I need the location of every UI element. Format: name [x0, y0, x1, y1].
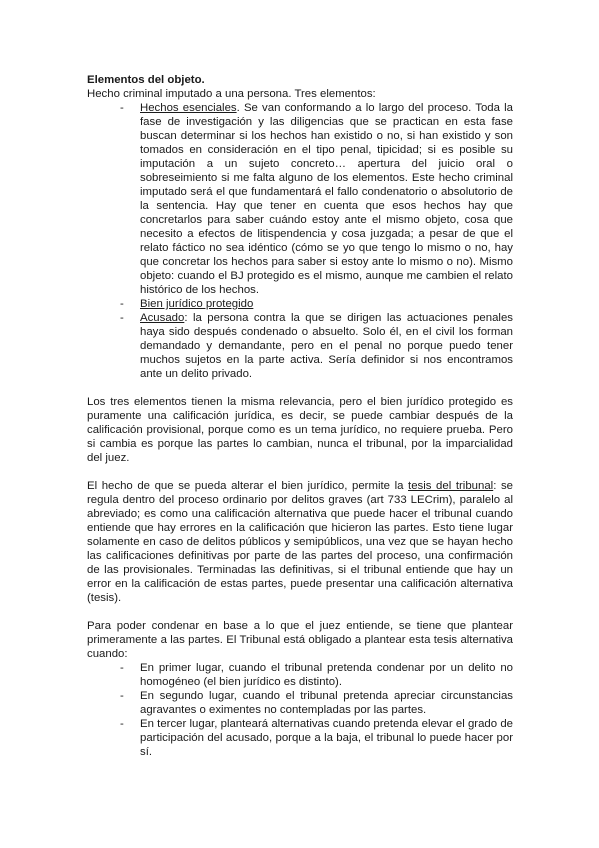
acusado-text: : la persona contra la que se dirigen las actuaciones penales haya sido después condenado o absuelto. Solo él, en el civil los forman demandado y demandante, pero en el penal no porque puedo tener muchos sujetos en la parte activa. Sería definidor si nos encontramos ante un delito privado. — [140, 312, 513, 380]
list-item-case: - En primer lugar, cuando el tribunal pretenda condenar por un delito no homogéneo (el bien jurídico es distinto). — [87, 661, 513, 689]
list-item-hechos — [87, 101, 513, 297]
list-item-bien-juridico — [87, 297, 513, 311]
list-item-case: - En tercer lugar, planteará alternativas cuando pretenda elevar el grado de participación del acusado, porque a la baja, el tribunal lo puede hacer por sí. — [87, 717, 513, 759]
term-hechos-esenciales: Hechos esenciales — [140, 102, 237, 114]
paragraph-condenar: Para poder condenar en base a lo que el juez entiende, se tiene que plantear primeramente a las partes. El Tribunal está obligado a plantear esta tesis alternativa cuando: — [87, 620, 513, 660]
elements-list — [87, 101, 513, 381]
intro-line: Hecho criminal imputado a una persona. Tres elementos: — [87, 88, 376, 100]
term-bien-juridico: Bien jurídico protegido — [140, 298, 254, 310]
paragraph-relevancia: Los tres elementos tienen la misma relevancia, pero el bien jurídico protegido es puramente una calificación jurídica, es decir, se puede cambiar después de la calificación provisional, porque como es un tema jurídico, no requiere prueba. Pero si cambia es porque las partes lo cambian, nunca el tribunal, por la imparcialidad del juez. — [87, 396, 513, 464]
cases-list — [87, 661, 513, 759]
tesis-text-before: El hecho de que se pueda alterar el bien jurídico, permite la — [87, 480, 409, 492]
section-heading: Elementos del objeto. — [87, 74, 205, 86]
term-acusado: Acusado — [140, 312, 185, 324]
list-item-acusado — [87, 311, 513, 381]
term-tesis-del-tribunal: tesis del tribunal — [408, 480, 494, 492]
document-page — [87, 73, 513, 759]
hechos-text: . Se van conformando a lo largo del proceso. Toda la fase de investigación y las diligencias que se practican en esta fase buscan determinar si los hechos han existido o no, si han existido y son tomados en consideración en el tipo penal, tipicidad; si es posible su imputación a un sujeto concreto… apertura del juicio oral o sobreseimiento si me falta alguno de los elementos. Este hecho criminal imputado será el que fundamentará el fallo condenatorio o absolutorio de la sentencia. Hay que tener en cuenta que esos hechos hay que concretarlos para saber cuándo estoy ante el mismo objeto, cosa que necesito a efectos de litispendencia y cosa juzgada; a pesar de que el relato fáctico no sea idéntico (cómo se yo que tengo lo mismo o no, hay que concretar los hechos para saber si estoy ante lo mismo o no). Mismo objeto: cuando el BJ protegido es el mismo, aunque me cambien el relato histórico de los hechos. — [140, 102, 513, 296]
list-item-case: - En segundo lugar, cuando el tribunal pretenda apreciar circunstancias agravantes o eximentes no contempladas por las partes. — [87, 689, 513, 717]
tesis-text-after: : se regula dentro del proceso ordinario por delitos graves (art 733 LECrim), paralelo al abreviado; es como una calificación alternativa que puede hacer el tribunal cuando entiende que hay errores en la calificación que hicieron las partes. Esto tiene lugar solamente en caso de delitos públicos y semipúblicos, una vez que se hayan hecho las calificaciones definitivas por parte de las partes del proceso, una confirmación de las provisionales. Terminadas las definitivas, si el tribunal entiende que hay un error en la calificación de estas partes, puede presentar una calificación alternativa (tesis). — [87, 480, 513, 604]
paragraph-tesis — [87, 479, 513, 605]
